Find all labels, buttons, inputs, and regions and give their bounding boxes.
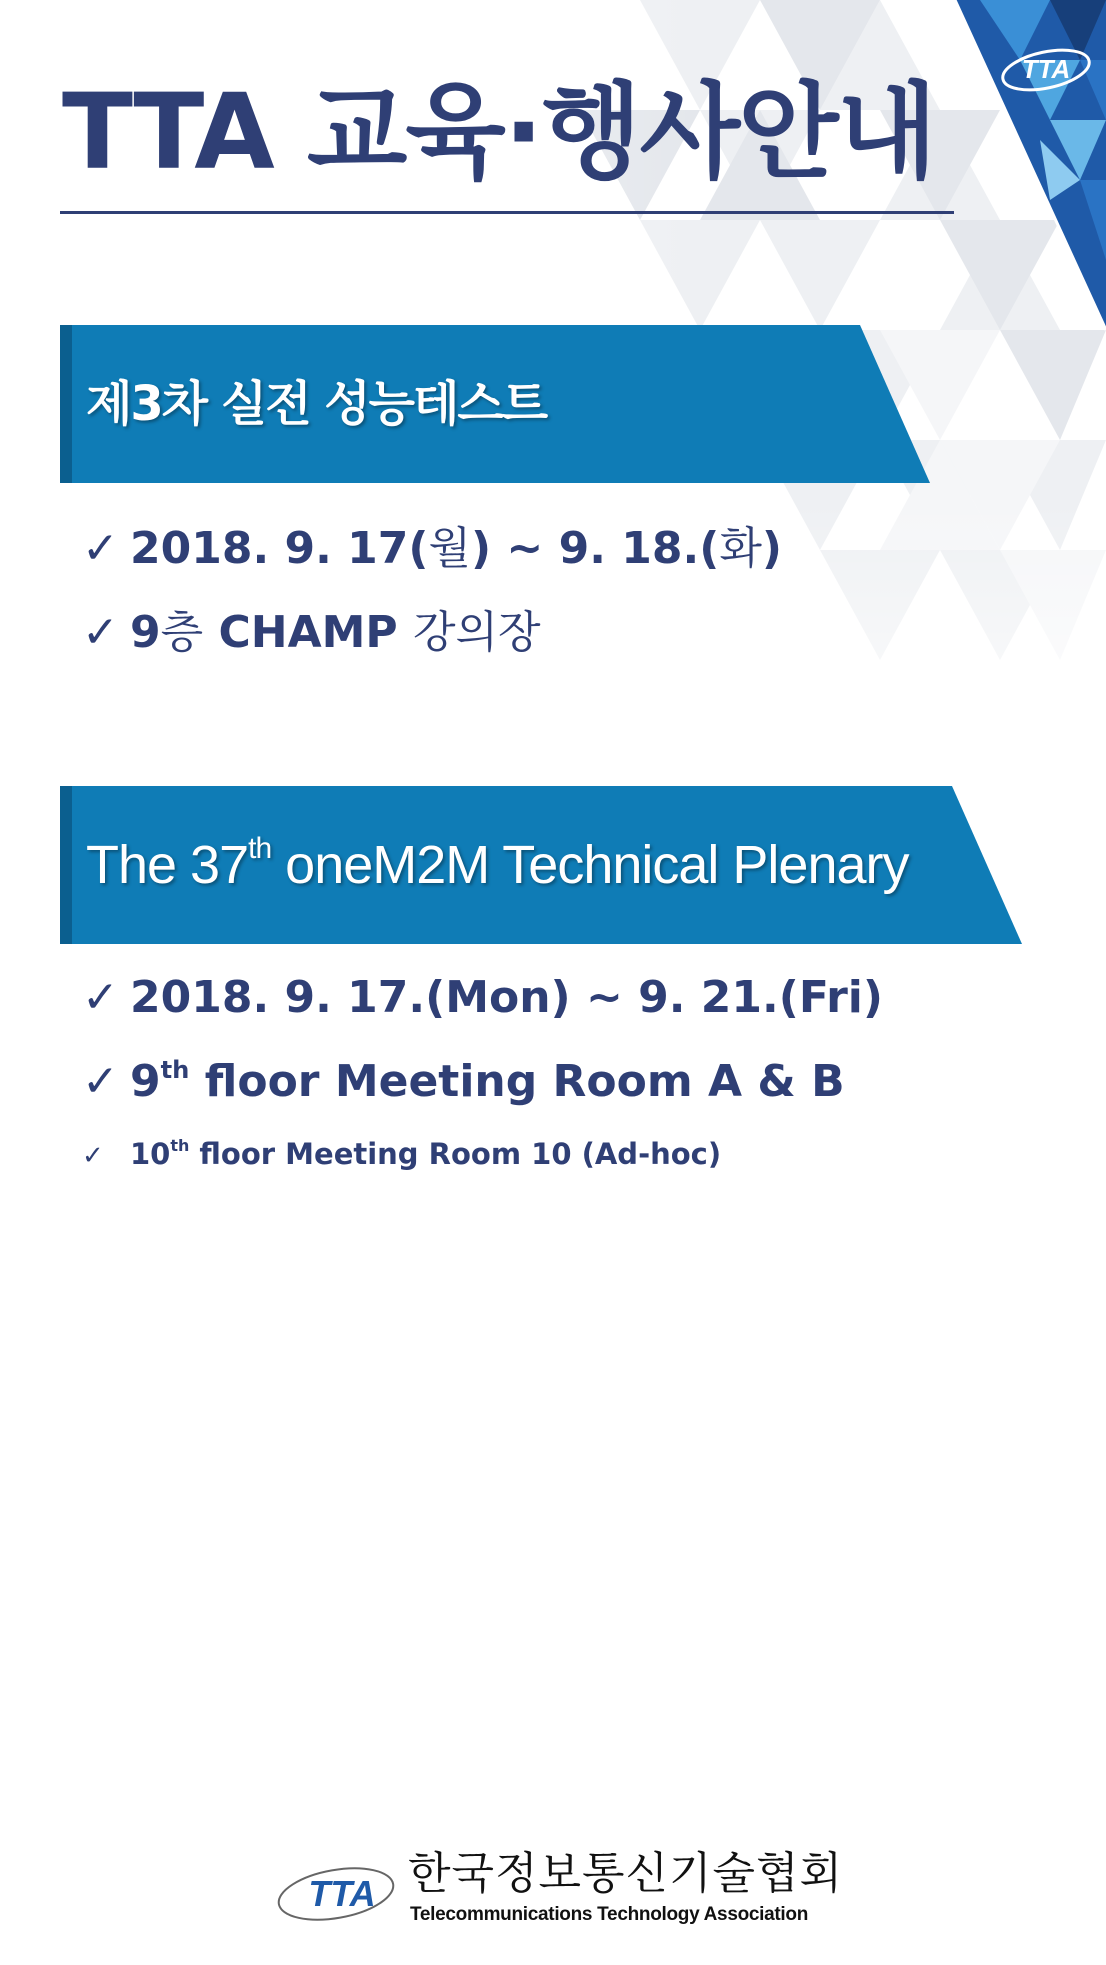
event-1-location-room: CHAMP bbox=[203, 607, 413, 658]
footer-organization-logo bbox=[272, 1848, 852, 1932]
event-2-location-2-num: 10 bbox=[130, 1137, 171, 1171]
checkmark-icon: ✓ bbox=[82, 1056, 119, 1107]
event-2-location-1-sup: th bbox=[160, 1056, 190, 1085]
title-underline bbox=[60, 211, 954, 214]
event-1-date-day1: 월 bbox=[428, 523, 471, 574]
footer-org-name-kr: 한국정보통신기술협회 bbox=[408, 1848, 844, 1899]
event-1-date bbox=[82, 512, 782, 576]
footer-logo-text: TTA bbox=[308, 1873, 376, 1914]
event-2-location-1 bbox=[82, 1056, 845, 1107]
event-1-location-suffix: 강의장 bbox=[412, 607, 541, 658]
event-2-location-2 bbox=[82, 1137, 721, 1171]
page-title: TTA 교육·행사안내 bbox=[62, 71, 936, 193]
event-1-location-floor: 층 bbox=[160, 607, 204, 658]
event-2-banner bbox=[60, 786, 1022, 944]
checkmark-icon: ✓ bbox=[82, 523, 119, 574]
event-2-title-rest: oneM2M Technical Plenary bbox=[271, 835, 909, 895]
checkmark-icon: ✓ bbox=[82, 972, 119, 1023]
event-1-location-prefix: 9 bbox=[130, 607, 161, 658]
event-2-location-1-num: 9 bbox=[130, 1056, 161, 1107]
checkmark-icon: ✓ bbox=[82, 1141, 104, 1171]
footer-org-name-en: Telecommunications Technology Association bbox=[410, 1904, 809, 1925]
corner-logo-text: TTA bbox=[1021, 54, 1071, 84]
event-1-date-mid: ) ~ 9. 18.( bbox=[471, 523, 720, 574]
event-2-title-sup: th bbox=[248, 832, 272, 865]
event-1-banner bbox=[60, 325, 930, 483]
checkmark-icon: ✓ bbox=[82, 607, 119, 658]
event-1-date-suffix: ) bbox=[761, 523, 782, 574]
event-2-location-1-rest: floor Meeting Room A & B bbox=[189, 1056, 845, 1107]
event-1-date-prefix: 2018. 9. 17( bbox=[130, 523, 429, 574]
event-2-title bbox=[86, 786, 909, 944]
event-2-date-text: 2018. 9. 17.(Mon) ~ 9. 21.(Fri) bbox=[130, 972, 883, 1023]
event-2-title-main: The 37 bbox=[86, 835, 249, 895]
tta-corner-logo-icon bbox=[998, 40, 1094, 100]
event-2-date bbox=[82, 972, 883, 1023]
event-1-title: 제3차 실전 성능테스트 bbox=[86, 376, 547, 432]
event-2-location-2-sup: th bbox=[170, 1136, 190, 1156]
event-2-location-2-rest: floor Meeting Room 10 (Ad-hoc) bbox=[189, 1137, 722, 1171]
event-1-date-day2: 화 bbox=[719, 523, 762, 574]
event-1-location bbox=[82, 596, 541, 660]
tta-footer-logo-icon bbox=[272, 1856, 400, 1930]
